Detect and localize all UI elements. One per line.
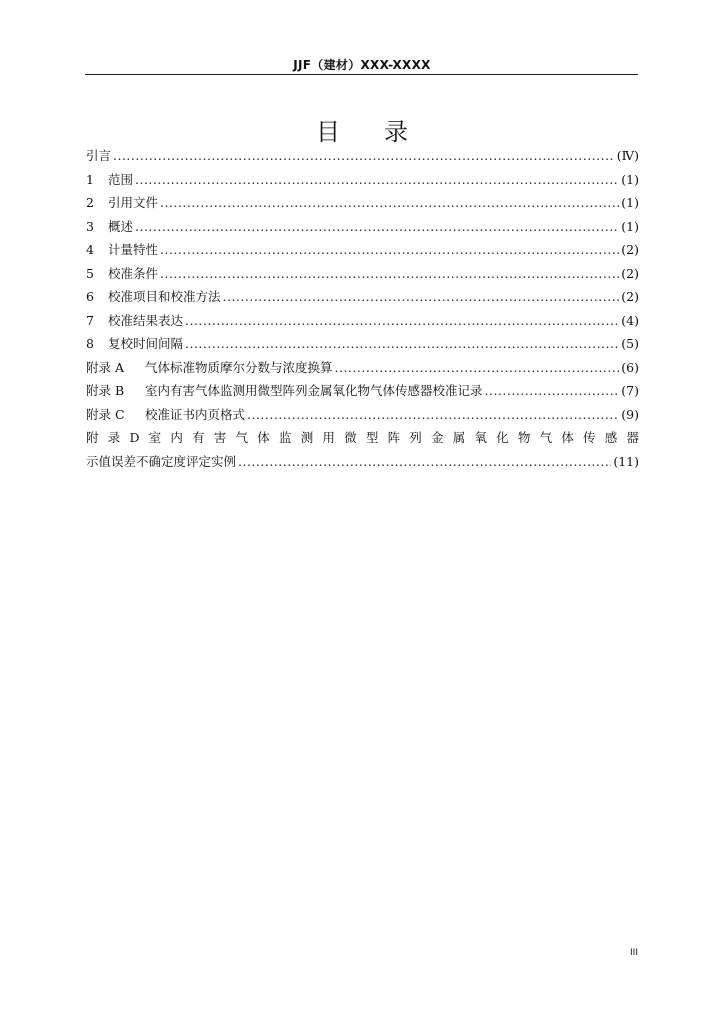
toc-char: 气 <box>235 430 249 445</box>
standard-code-header: JJF（建材）XXX-XXXX <box>293 58 431 72</box>
toc-entry-text: 室内有害气体监测用微型阵列金属氧化物气体传感器校准记录 <box>145 383 483 398</box>
toc-entry-number: 2 <box>86 195 94 210</box>
toc-char: 金 <box>431 430 444 445</box>
page-number: III <box>630 948 638 958</box>
toc-char: 内 <box>170 430 183 445</box>
toc-char: 属 <box>452 430 466 445</box>
toc-dot-leader <box>160 242 619 257</box>
toc-entry-text: 引言 <box>86 148 112 163</box>
toc-entry-text: 校准条件 <box>108 265 159 281</box>
toc-entry-4[interactable] <box>86 240 639 264</box>
toc-entry-page: (2) <box>621 265 639 281</box>
toc-entry-page: (4) <box>621 312 639 328</box>
toc-entry-text: 校准证书内页格式 <box>145 406 246 422</box>
toc-dot-leader <box>335 360 620 375</box>
toc-entry-text: 计量特性 <box>108 242 159 257</box>
toc-entry-5[interactable] <box>86 264 639 288</box>
toc-entry-page: (1) <box>621 195 639 210</box>
toc-entry-appendix-a[interactable] <box>86 358 639 382</box>
toc-entry-number: 附录 C <box>86 406 125 422</box>
toc-char: 监 <box>278 430 292 445</box>
toc-char: 室 <box>148 430 162 445</box>
toc-entry-text: 复校时间间隔 <box>108 336 184 351</box>
toc-char: 测 <box>300 430 314 445</box>
toc-entry-page: (1) <box>621 171 639 187</box>
toc-entry-text: 校准项目和校准方法 <box>108 289 221 304</box>
toc-entry-7[interactable] <box>86 311 639 335</box>
toc-char: 化 <box>496 430 509 445</box>
toc-entry-number: 3 <box>86 218 94 234</box>
toc-char: 体 <box>257 430 270 445</box>
toc-entry-page: (Ⅳ) <box>616 148 639 163</box>
toc-dot-leader <box>485 383 620 398</box>
toc-dot-leader <box>185 313 619 328</box>
toc-char: 器 <box>626 430 639 445</box>
toc-entry-appendix-d-line1[interactable] <box>86 428 639 452</box>
toc-entry-8[interactable] <box>86 334 639 358</box>
toc-entry-number: 1 <box>86 171 94 187</box>
toc-entry-2[interactable] <box>86 193 639 217</box>
toc-entry-page: (9) <box>621 406 639 422</box>
toc-char: D <box>129 430 140 445</box>
toc-dot-leader <box>247 407 619 422</box>
toc-entry-page: (6) <box>621 359 639 375</box>
toc-dot-leader <box>113 148 615 163</box>
toc-entry-text: 气体标准物质摩尔分数与浓度换算 <box>145 359 333 375</box>
toc-entry-appendix-c[interactable] <box>86 405 639 429</box>
toc-char: 阵 <box>387 430 401 445</box>
toc-char: 列 <box>409 430 422 445</box>
toc-char: 物 <box>517 430 531 445</box>
toc-char: 害 <box>213 430 227 445</box>
toc-char: 附 <box>86 430 99 445</box>
toc-char: 型 <box>365 430 379 445</box>
toc-dot-leader <box>238 454 611 469</box>
toc-entry-number: 7 <box>86 312 94 328</box>
header-divider <box>85 74 638 75</box>
toc-entry-text: 范围 <box>108 171 134 187</box>
toc-char: 有 <box>192 430 205 445</box>
toc-entry-1[interactable] <box>86 170 639 194</box>
toc-entry-3[interactable] <box>86 217 639 241</box>
toc-char: 氧 <box>474 430 487 445</box>
toc-dot-leader <box>223 289 620 304</box>
toc-entry-page: (2) <box>621 242 639 257</box>
toc-char: 感 <box>604 430 618 445</box>
toc-entry-text: 概述 <box>108 218 134 234</box>
toc-entry-text: 引用文件 <box>108 195 159 210</box>
toc-entry-text: 示值误差不确定度评定实例 <box>86 453 237 469</box>
toc-entry-page: (7) <box>621 383 639 398</box>
toc-char: 气 <box>539 430 553 445</box>
toc-entry-number: 4 <box>86 242 94 257</box>
toc-char: 微 <box>344 430 357 445</box>
toc-entry-appendix-b[interactable] <box>86 381 639 405</box>
toc-entry-number: 8 <box>86 336 94 351</box>
toc-dot-leader <box>135 219 619 234</box>
toc-entry-page: (1) <box>621 218 639 234</box>
toc-dot-leader <box>185 336 619 351</box>
toc-entry-page: (11) <box>613 453 639 469</box>
toc-entry-page: (5) <box>621 336 639 351</box>
toc-dot-leader <box>135 172 619 187</box>
toc-entry-page: (2) <box>621 289 639 304</box>
toc-char: 体 <box>561 430 574 445</box>
toc-entry-text: 校准结果表达 <box>108 312 184 328</box>
toc-entry-number: 6 <box>86 289 94 304</box>
toc-entry-appendix-d-line2[interactable] <box>86 452 639 476</box>
toc-dot-leader <box>160 266 619 281</box>
toc-entry-preface[interactable] <box>86 146 639 170</box>
toc-dot-leader <box>160 195 619 210</box>
toc-entry-number: 附录 B <box>86 383 125 398</box>
toc-char: 录 <box>107 430 121 445</box>
toc-entry-number: 附录 A <box>86 359 125 375</box>
toc-char: 用 <box>322 430 335 445</box>
toc-entry-number: 5 <box>86 265 94 281</box>
toc-list <box>86 146 639 475</box>
toc-title: 目录 <box>316 118 452 146</box>
toc-char: 传 <box>583 430 596 445</box>
toc-entry-6[interactable] <box>86 287 639 311</box>
